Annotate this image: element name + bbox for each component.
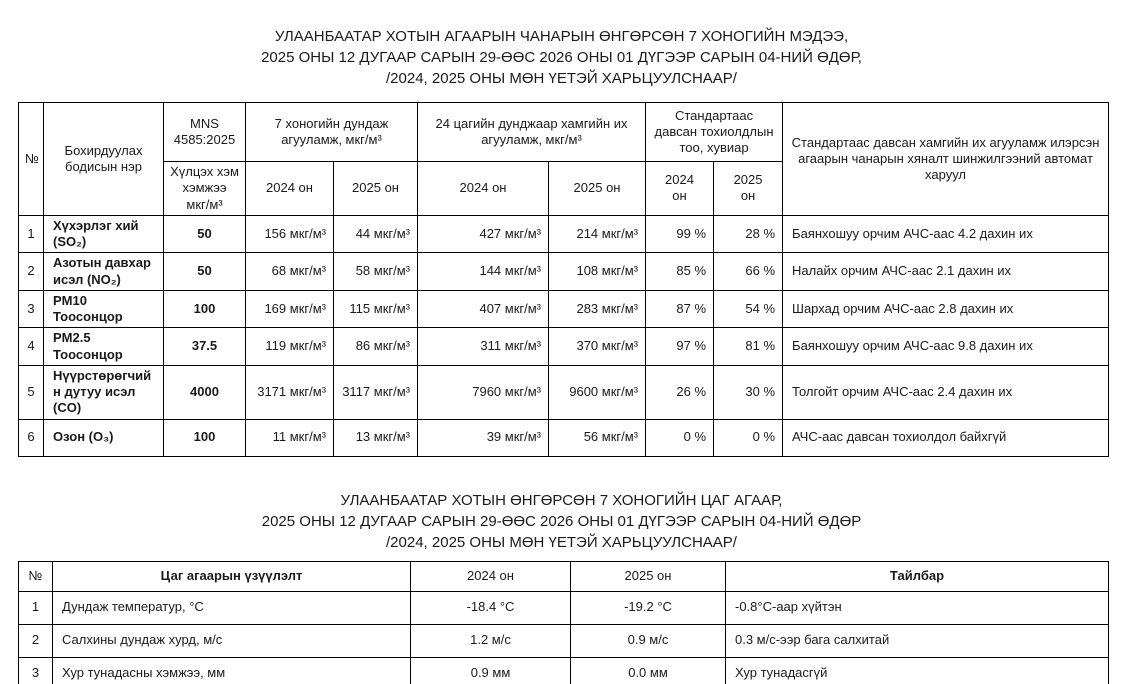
- daily-2024-value: 407 мкг/м³: [418, 290, 549, 328]
- remark: -0.8°С-аар хүйтэн: [726, 591, 1109, 624]
- indicator-name: Дундаж температур, °С: [53, 591, 411, 624]
- row-number: 2: [19, 624, 53, 657]
- header-indicator: Цаг агаарын үзүүлэлт: [53, 561, 411, 591]
- air-quality-title-line-2: 2025 ОНЫ 12 ДУГААР САРЫН 29-ӨӨС 2026 ОНЫ 01 ДҮГЭЭР САРЫН 04-НИЙ ӨДӨР,: [261, 49, 862, 66]
- daily-2025-value: 9600 мкг/м³: [549, 365, 646, 419]
- exceed-2025-value: 54 %: [714, 290, 783, 328]
- row-number: 3: [19, 657, 53, 684]
- station-note: Баянхошуу орчим АЧС-аас 9.8 дахин их: [783, 328, 1109, 366]
- limit-value: 50: [164, 253, 246, 291]
- station-note: Толгойт орчим АЧС-аас 2.4 дахин их: [783, 365, 1109, 419]
- daily-2024-value: 311 мкг/м³: [418, 328, 549, 366]
- weekly-2024-value: 169 мкг/м³: [246, 290, 334, 328]
- header-daily-max: 24 цагийн дунджаар хамгийн их агууламж, мкг/м³: [418, 103, 646, 162]
- station-note: Налайх орчим АЧС-аас 2.1 дахин их: [783, 253, 1109, 291]
- exceed-2024-value: 99 %: [646, 215, 714, 253]
- row-number: 3: [19, 290, 44, 328]
- pollutant-name: Нүүрстөрөгчийн дутуу исэл (CO): [44, 365, 164, 419]
- weather-row-precipitation: [19, 657, 1109, 684]
- daily-2025-value: 283 мкг/м³: [549, 290, 646, 328]
- limit-value: 50: [164, 215, 246, 253]
- daily-2024-value: 144 мкг/м³: [418, 253, 549, 291]
- exceed-2024-value: 85 %: [646, 253, 714, 291]
- header-daily-2024: 2024 он: [418, 162, 549, 216]
- weekly-2024-value: 119 мкг/м³: [246, 328, 334, 366]
- row-number: 6: [19, 419, 44, 456]
- header-remark: Тайлбар: [726, 561, 1109, 591]
- weekly-2025-value: 86 мкг/м³: [334, 328, 418, 366]
- value-2024: -18.4 °С: [411, 591, 571, 624]
- row-number: 1: [19, 591, 53, 624]
- pollutant-name: Озон (O₃): [44, 419, 164, 456]
- value-2024: 0.9 мм: [411, 657, 571, 684]
- header-weekly-average: 7 хоногийн дундаж агууламж, мкг/м³: [246, 103, 418, 162]
- pollutant-name: Азотын давхар исэл (NO₂): [44, 253, 164, 291]
- row-number: 1: [19, 215, 44, 253]
- pollutant-row-no2: [19, 253, 1109, 291]
- exceed-2024-value: 26 %: [646, 365, 714, 419]
- weather-title-line-2: 2025 ОНЫ 12 ДУГААР САРЫН 29-ӨӨС 2026 ОНЫ 01 ДҮГЭЭР САРЫН 04-НИЙ ӨДӨР: [261, 512, 862, 530]
- air-quality-title-line-3: /2024, 2025 ОНЫ МӨН ҮЕТЭЙ ХАРЬЦУУЛСНААР/: [386, 70, 737, 87]
- limit-value: 4000: [164, 365, 246, 419]
- value-2025: 0.0 мм: [571, 657, 726, 684]
- daily-2025-value: 56 мкг/м³: [549, 419, 646, 456]
- weekly-2024-value: 156 мкг/м³: [246, 215, 334, 253]
- value-2024: 1.2 м/с: [411, 624, 571, 657]
- value-2025: -19.2 °С: [571, 591, 726, 624]
- exceed-2025-value: 28 %: [714, 215, 783, 253]
- pollutant-name: PM10 Тоосонцор: [44, 290, 164, 328]
- daily-2025-value: 108 мкг/м³: [549, 253, 646, 291]
- exceed-2025-value: 0 %: [714, 419, 783, 456]
- weekly-2024-value: 68 мкг/м³: [246, 253, 334, 291]
- header-daily-2025: 2025 он: [549, 162, 646, 216]
- weekly-2024-value: 11 мкг/м³: [246, 419, 334, 456]
- weekly-2024-value: 3171 мкг/м³: [246, 365, 334, 419]
- pollutant-name: PM2.5 Тоосонцор: [44, 328, 164, 366]
- header-no: №: [19, 561, 53, 591]
- weekly-2025-value: 44 мкг/м³: [334, 215, 418, 253]
- pollutant-row-pm25: [19, 328, 1109, 366]
- daily-2024-value: 427 мкг/м³: [418, 215, 549, 253]
- weather-header-row: [19, 561, 1109, 591]
- limit-value: 37.5: [164, 328, 246, 366]
- station-note: АЧС-аас давсан тохиолдол байхгүй: [783, 419, 1109, 456]
- station-note: Баянхошуу орчим АЧС-аас 4.2 дахин их: [783, 215, 1109, 253]
- header-pollutant-name: Бохирдуулах бодисын нэр: [44, 103, 164, 216]
- header-exceed-2024: 2024 он: [646, 162, 714, 216]
- weekly-2025-value: 58 мкг/м³: [334, 253, 418, 291]
- air-quality-header-row-1: [19, 103, 1109, 162]
- weather-row-temperature: [19, 591, 1109, 624]
- indicator-name: Салхины дундаж хурд, м/с: [53, 624, 411, 657]
- station-note: Шархад орчим АЧС-аас 2.8 дахин их: [783, 290, 1109, 328]
- header-mns-standard: MNS 4585:2025: [164, 103, 246, 162]
- pollutant-row-o3: [19, 419, 1109, 456]
- weather-title-line-1: УЛААНБААТАР ХОТЫН ӨНГӨРСӨН 7 ХОНОГИЙН ЦАГ АГААР,: [340, 491, 783, 509]
- row-number: 4: [19, 328, 44, 366]
- exceed-2025-value: 81 %: [714, 328, 783, 366]
- weekly-2025-value: 115 мкг/м³: [334, 290, 418, 328]
- limit-value: 100: [164, 419, 246, 456]
- weekly-2025-value: 3117 мкг/м³: [334, 365, 418, 419]
- indicator-name: Хур тунадасны хэмжээ, мм: [53, 657, 411, 684]
- pollutant-row-pm10: [19, 290, 1109, 328]
- pollutant-row-so2: [19, 215, 1109, 253]
- daily-2024-value: 7960 мкг/м³: [418, 365, 549, 419]
- air-quality-table: [18, 102, 1109, 457]
- header-2024: 2024 он: [411, 561, 571, 591]
- header-weekly-2024: 2024 он: [246, 162, 334, 216]
- weather-row-wind: [19, 624, 1109, 657]
- exceed-2024-value: 0 %: [646, 419, 714, 456]
- remark: Хур тунадасгүй: [726, 657, 1109, 684]
- limit-value: 100: [164, 290, 246, 328]
- exceed-2024-value: 87 %: [646, 290, 714, 328]
- header-2025: 2025 он: [571, 561, 726, 591]
- air-quality-title: [15, 26, 1108, 89]
- daily-2025-value: 214 мкг/м³: [549, 215, 646, 253]
- exceed-2025-value: 66 %: [714, 253, 783, 291]
- row-number: 2: [19, 253, 44, 291]
- header-exceed-count: Стандартаас давсан тохиолдлын тоо, хувиар: [646, 103, 783, 162]
- air-quality-title-line-1: УЛААНБААТАР ХОТЫН АГААРЫН ЧАНАРЫН ӨНГӨРСӨН 7 ХОНОГИЙН МЭДЭЭ,: [274, 28, 849, 45]
- exceed-2025-value: 30 %: [714, 365, 783, 419]
- daily-2024-value: 39 мкг/м³: [418, 419, 549, 456]
- header-exceed-2025: 2025 он: [714, 162, 783, 216]
- daily-2025-value: 370 мкг/м³: [549, 328, 646, 366]
- header-weekly-2025: 2025 он: [334, 162, 418, 216]
- weekly-2025-value: 13 мкг/м³: [334, 419, 418, 456]
- row-number: 5: [19, 365, 44, 419]
- remark: 0.3 м/с-ээр бага салхитай: [726, 624, 1109, 657]
- header-limit-label: Хүлцэх хэм хэмжээ мкг/м³: [164, 162, 246, 216]
- value-2025: 0.9 м/с: [571, 624, 726, 657]
- pollutant-row-co: [19, 365, 1109, 419]
- weather-table: [18, 561, 1109, 684]
- header-station: Стандартаас давсан хамгийн их агууламж илэрсэн агаарын чанарын хяналт шинжилгээний автомат харуул: [783, 103, 1109, 216]
- weather-title-line-3: /2024, 2025 ОНЫ МӨН ҮЕТЭЙ ХАРЬЦУУЛСНААР/: [386, 533, 737, 551]
- weather-title: [15, 490, 1108, 553]
- pollutant-name: Хүхэрлэг хий (SO₂): [44, 215, 164, 253]
- header-no: №: [19, 103, 44, 216]
- exceed-2024-value: 97 %: [646, 328, 714, 366]
